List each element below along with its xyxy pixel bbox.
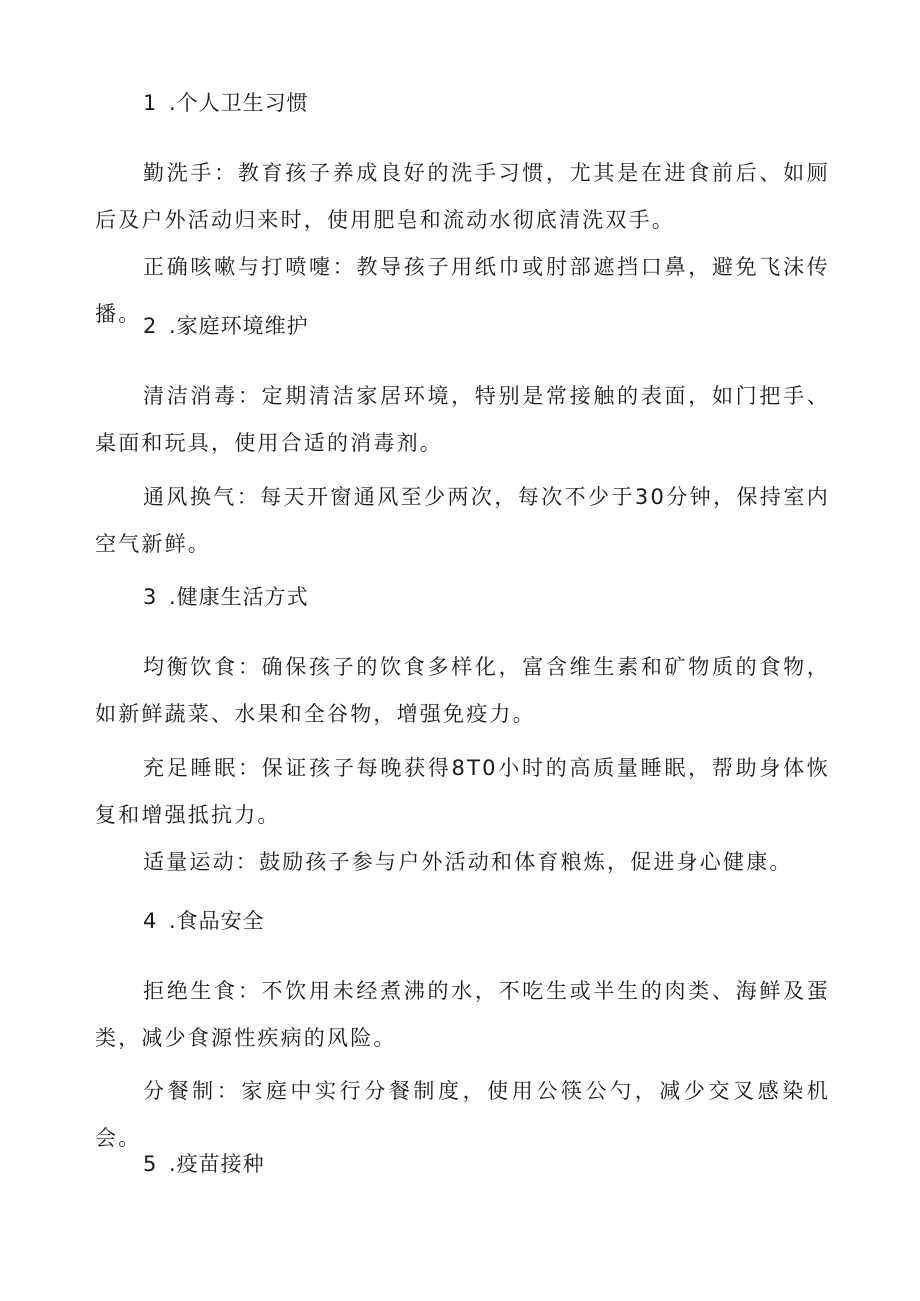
paragraph-diet: 均衡饮食：确保孩子的饮食多样化，富含维生素和矿物质的食物，如新鲜蔬菜、水果和全谷物，增强免疫力。 (95, 655, 830, 726)
paragraph-cough-etiquette: 正确咳嗽与打喷嚏：教导孩子用纸巾或肘部遮挡口鼻，避免飞沫传播。 (95, 255, 830, 326)
section-title: .个人卫生习惯 (169, 91, 309, 115)
section-heading-5 (143, 1150, 265, 1178)
section-number: 2 (143, 314, 158, 338)
section-number: 4 (143, 909, 158, 933)
paragraph-handwashing: 勤洗手：教育孩子养成良好的洗手习惯，尤其是在进食前后、如厕后及户外活动归来时，使用肥皂和流动水彻底清洗双手。 (95, 161, 830, 232)
section-title: .食品安全 (169, 909, 265, 933)
section-number: 3 (143, 585, 158, 609)
section-heading-3 (143, 583, 309, 611)
paragraph-sleep: 充足睡眠：保证孩子每晚获得8T0小时的高质量睡眠，帮助身体恢复和增强抵抗力。 (95, 756, 830, 827)
section-title: .家庭环境维护 (169, 314, 309, 338)
section-title: .疫苗接种 (169, 1152, 265, 1176)
section-heading-1 (143, 89, 309, 117)
section-number: 5 (143, 1152, 158, 1176)
paragraph-raw-food: 拒绝生食：不饮用未经煮沸的水，不吃生或半生的肉类、海鲜及蛋类，减少食源性疾病的风险。 (95, 979, 830, 1050)
section-number: 1 (143, 91, 158, 115)
paragraph-separate-meals: 分餐制：家庭中实行分餐制度，使用公筷公勺，减少交叉感染机会。 (95, 1079, 830, 1150)
section-title: .健康生活方式 (169, 585, 309, 609)
paragraph-ventilation: 通风换气：每天开窗通风至少两次，每次不少于30分钟，保持室内空气新鲜。 (95, 485, 830, 556)
section-heading-2 (143, 312, 309, 340)
paragraph-cleaning: 清洁消毒：定期清洁家居环境，特别是常接触的表面，如门把手、桌面和玩具，使用合适的消毒剂。 (95, 384, 830, 455)
section-heading-4 (143, 907, 265, 935)
paragraph-exercise: 适量运动：鼓励孩子参与户外活动和体育粮炼，促进身心健康。 (143, 850, 793, 874)
